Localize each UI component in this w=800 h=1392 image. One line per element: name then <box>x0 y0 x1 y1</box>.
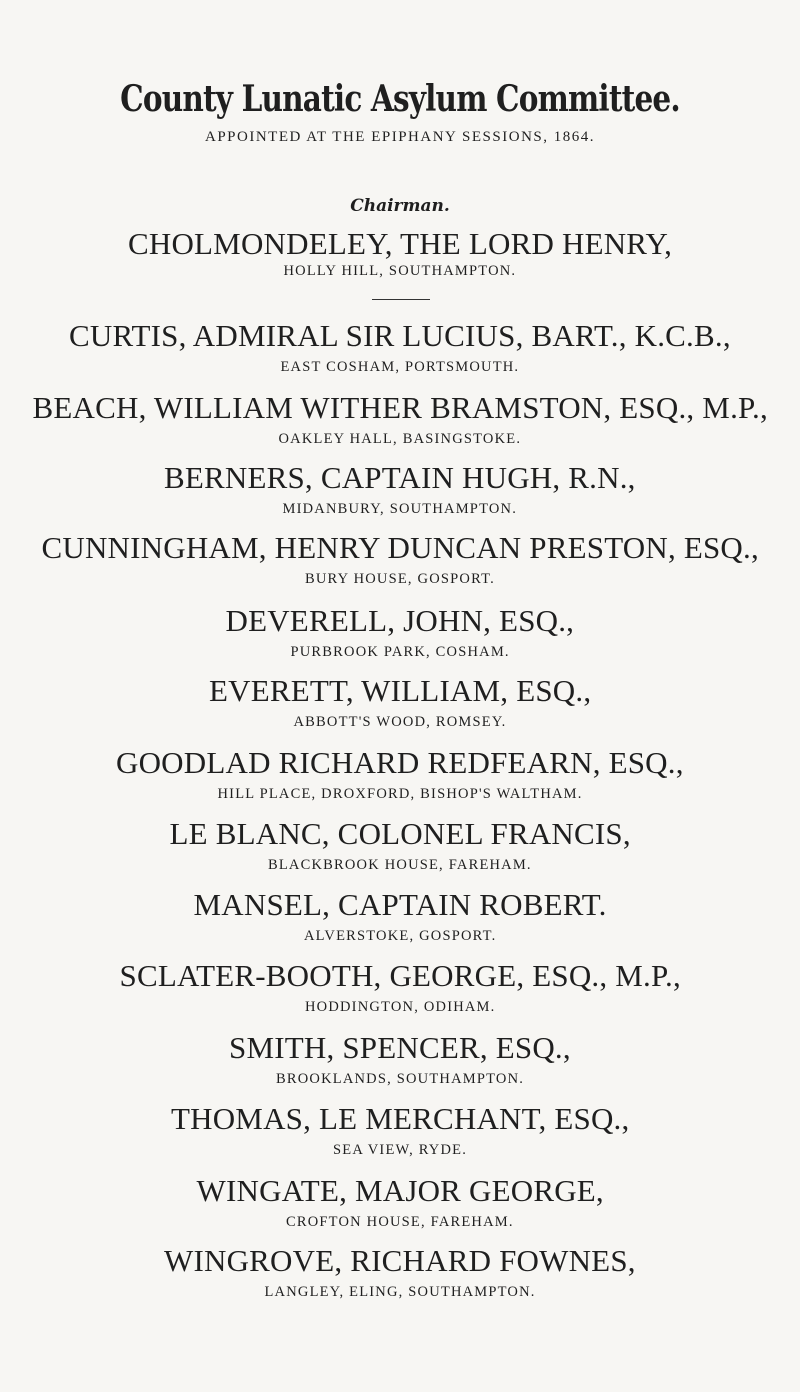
member-name: CUNNINGHAM, HENRY DUNCAN PRESTON, ESQ., <box>41 530 759 565</box>
appointment-subtitle: APPOINTED AT THE EPIPHANY SESSIONS, 1864. <box>204 129 595 145</box>
member-name: MANSEL, CAPTAIN ROBERT. <box>193 887 607 922</box>
divider <box>372 299 430 300</box>
member-address: ABBOTT'S WOOD, ROMSEY. <box>293 714 507 730</box>
member-name: BEACH, WILLIAM WITHER BRAMSTON, ESQ., M.P., <box>32 390 768 425</box>
member-address: OAKLEY HALL, BASINGSTOKE. <box>278 431 522 447</box>
chairman-name: CHOLMONDELEY, THE LORD HENRY, <box>128 226 673 261</box>
member-address: HILL PLACE, DROXFORD, BISHOP'S WALTHAM. <box>217 786 583 802</box>
member-address: ALVERSTOKE, GOSPORT. <box>304 928 497 944</box>
member-name: BERNERS, CAPTAIN HUGH, R.N., <box>164 460 636 495</box>
chairman-label: Chairman. <box>350 196 450 216</box>
member-address: BURY HOUSE, GOSPORT. <box>305 571 495 587</box>
member-name: LE BLANC, COLONEL FRANCIS, <box>169 816 631 851</box>
member-address: LANGLEY, ELING, SOUTHAMPTON. <box>264 1284 536 1300</box>
committee-title: County Lunatic Asylum Committee. <box>120 78 680 120</box>
chairman-address: HOLLY HILL, SOUTHAMPTON. <box>283 263 517 279</box>
member-address: PURBROOK PARK, COSHAM. <box>290 644 510 660</box>
member-address: EAST COSHAM, PORTSMOUTH. <box>280 359 520 375</box>
member-name: SCLATER-BOOTH, GEORGE, ESQ., M.P., <box>119 958 681 993</box>
member-address: BLACKBROOK HOUSE, FAREHAM. <box>268 857 532 873</box>
member-name: GOODLAD RICHARD REDFEARN, ESQ., <box>116 745 684 780</box>
member-name: SMITH, SPENCER, ESQ., <box>229 1030 571 1065</box>
member-name: WINGROVE, RICHARD FOWNES, <box>164 1243 636 1278</box>
member-name: THOMAS, LE MERCHANT, ESQ., <box>171 1101 630 1136</box>
member-name: WINGATE, MAJOR GEORGE, <box>196 1173 604 1208</box>
member-address: HODDINGTON, ODIHAM. <box>305 999 496 1015</box>
member-name: DEVERELL, JOHN, ESQ., <box>225 603 575 638</box>
member-address: CROFTON HOUSE, FAREHAM. <box>286 1214 514 1230</box>
member-address: BROOKLANDS, SOUTHAMPTON. <box>276 1071 525 1087</box>
member-address: MIDANBURY, SOUTHAMPTON. <box>282 501 518 517</box>
member-name: CURTIS, ADMIRAL SIR LUCIUS, BART., K.C.B., <box>69 318 731 353</box>
member-address: SEA VIEW, RYDE. <box>333 1142 468 1158</box>
member-name: EVERETT, WILLIAM, ESQ., <box>209 673 592 708</box>
